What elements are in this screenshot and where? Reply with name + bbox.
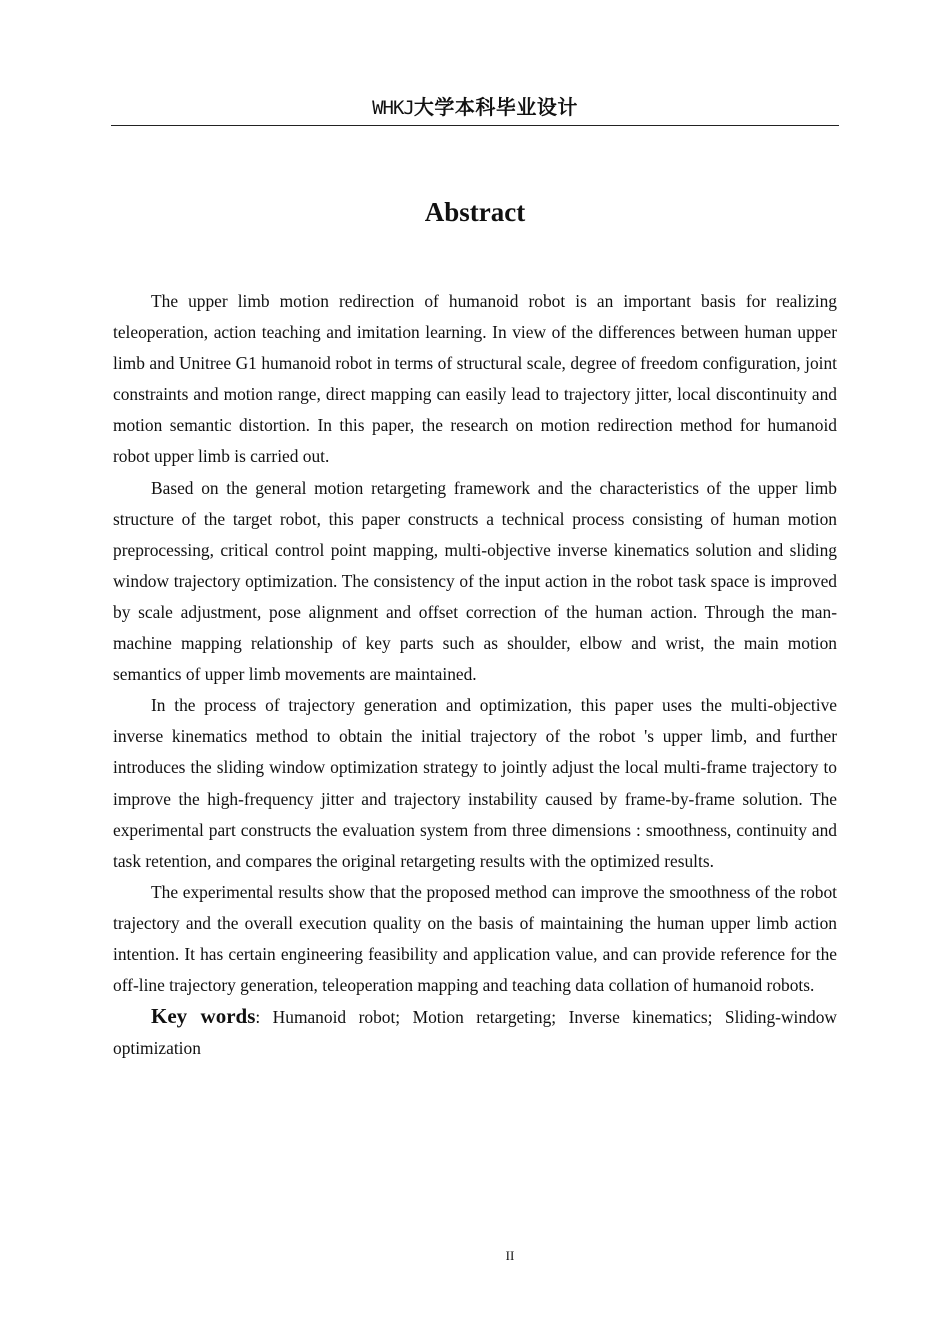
abstract-paragraph-4: The experimental results show that the proposed method can improve the smoothness of the robot trajectory and the overall execution quality on the basis of maintaining the human upper limb action intention. It has certain engineering feasibility and application value, and can provide reference for the off-line trajectory generation, teleoperation mapping and teaching data collation of humanoid robots. [113, 881, 837, 996]
abstract-paragraph-3: In the process of trajectory generation and optimization, this paper uses the multi-objective inverse kinematics method to obtain the initial trajectory of the robot 's upper limb, and further introduces the sliding window optimization strategy to jointly adjust the local multi-frame trajectory to improve the high-frequency jitter and trajectory instability caused by frame-by-frame solution. The experimental part constructs the evaluation system from three dimensions : smoothness, continuity and task retention, and compares the original retargeting results with the optimized results. [113, 695, 837, 871]
header-university-code: WHKJ [372, 97, 414, 119]
header-divider [111, 125, 839, 126]
abstract-paragraph-2: Based on the general motion retargeting framework and the characteristics of the upper limb structure of the target robot, this paper constructs a technical process consisting of human motion preprocessing, critical control point mapping, multi-objective inverse kinematics solution and sliding window trajectory optimization. The consistency of the input action in the robot task space is improved by scale adjustment, pose alignment and offset correction of the human action. Through the man-machine mapping relationship of key parts such as shoulder, elbow and wrist, the main motion semantics of upper limb movements are maintained. [113, 477, 837, 685]
abstract-body [113, 286, 837, 1064]
keywords-label: Key words [151, 1004, 256, 1029]
page-number: II [505, 1248, 515, 1263]
running-header [111, 94, 839, 121]
abstract-paragraph-1: The upper limb motion redirection of humanoid robot is an important basis for realizing teleoperation, action teaching and imitation learning. In view of the differences between human upper limb and Unitree G1 humanoid robot in terms of structural scale, degree of freedom configuration, joint constraints and motion range, direct mapping can easily lead to trajectory jitter, local discontinuity and motion semantic distortion. In this paper, the research on motion redirection method for humanoid robot upper limb is carried out. [113, 291, 837, 467]
keywords-text: : Humanoid robot; Motion retargeting; Inverse kinematics; Sliding-window optimization [113, 1007, 837, 1059]
keywords-line [113, 1001, 837, 1064]
abstract-title: Abstract [424, 197, 526, 227]
header-thesis-label: 大学本科毕业设计 [413, 95, 578, 119]
